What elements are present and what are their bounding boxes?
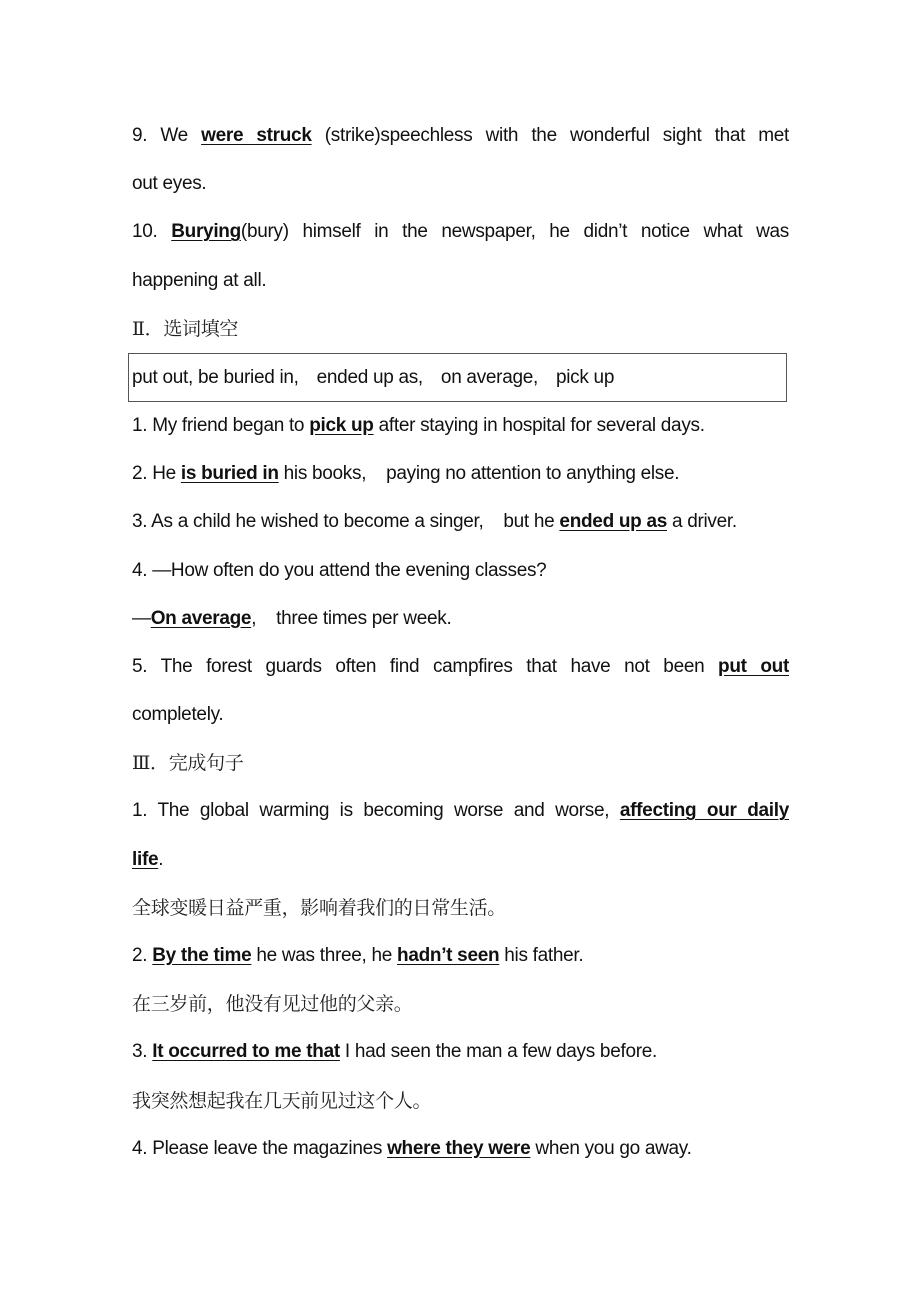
p2-item-2 — [132, 450, 789, 498]
text: his father. — [504, 945, 584, 966]
p2-item-5-line2: completely. — [132, 704, 224, 726]
p2-item-4-question: 4. —How often do you attend the evening classes? — [132, 559, 547, 581]
word-bank-item: ended up as, — [316, 366, 423, 388]
word-bank-item: put out, be buried in, — [132, 366, 299, 388]
answer: On average — [150, 607, 252, 629]
word-bank-item: on average, — [440, 366, 538, 388]
text: he was three, he — [256, 945, 393, 966]
q9-text: (strike)speechless with the wonderful sight that met — [324, 125, 789, 146]
p3-item-2 — [132, 932, 789, 980]
p3-item-3-translation: 我突然想起我在几天前见过这个人。 — [132, 1089, 432, 1112]
text: his books, paying no attention to anything else. — [283, 463, 680, 485]
text: 2. — [132, 945, 148, 966]
p3-item-4 — [132, 1125, 789, 1173]
text: — — [132, 607, 151, 629]
text: 1. The global warming is becoming worse and worse, — [132, 800, 610, 822]
text: after staying in hospital for several days. — [378, 414, 705, 436]
q10-number: 10. — [132, 221, 158, 243]
word-bank-box — [128, 353, 787, 402]
answer: is buried in — [180, 463, 279, 485]
text: a driver. — [671, 511, 737, 533]
text: , three times per week. — [251, 607, 452, 629]
q9-number: 9. We — [132, 125, 188, 146]
text: when you go away. — [535, 1137, 692, 1159]
p2-item-3 — [132, 498, 789, 546]
text: 3. As a child he wished to become a singer, but he — [132, 511, 555, 533]
p3-item-2-translation: 在三岁前，他没有见过他的父亲。 — [132, 993, 413, 1016]
answer: hadn’t seen — [397, 945, 500, 966]
text: . — [158, 848, 164, 870]
answer: By the time — [152, 945, 252, 966]
q10-line1 — [132, 208, 789, 256]
text: 3. — [132, 1041, 148, 1063]
p3-item-3 — [132, 1028, 789, 1076]
p3-item-1 — [132, 787, 789, 835]
answer: It occurred to me that — [152, 1041, 340, 1063]
word-bank-item: pick up — [555, 366, 615, 388]
p3-item-1-translation: 全球变暖日益严重，影响着我们的日常生活。 — [132, 896, 507, 919]
q9-line1 — [132, 112, 789, 160]
answer: life — [132, 848, 159, 870]
text: 1. My friend began to — [132, 414, 305, 436]
text: I had seen the man a few days before. — [344, 1041, 657, 1063]
p2-item-4-answer — [132, 595, 789, 643]
document-page — [132, 112, 789, 1173]
q10-answer: Burying — [171, 221, 241, 243]
q9-line2: out eyes. — [132, 173, 207, 195]
q10-line2: happening at all. — [132, 269, 267, 291]
q10-text: (bury) himself in the newspaper, he didn’t notice what was — [240, 221, 789, 243]
answer: ended up as — [559, 511, 667, 533]
p3-item-1-line2 — [132, 836, 789, 884]
text: 4. Please leave the magazines — [132, 1137, 383, 1159]
text: 5. The forest guards often find campfires that have not been — [132, 655, 705, 677]
answer: affecting our daily — [619, 800, 789, 822]
p2-item-1 — [132, 402, 789, 450]
section-heading-2: Ⅱ．选词填空 — [132, 317, 239, 340]
q9-answer: were struck — [201, 125, 312, 146]
section-heading-3: Ⅲ．完成句子 — [132, 752, 244, 775]
text: 2. He — [132, 463, 176, 485]
answer: where they were — [387, 1137, 531, 1159]
answer: put out — [718, 655, 789, 677]
p2-item-5 — [132, 643, 789, 691]
answer: pick up — [309, 414, 374, 436]
